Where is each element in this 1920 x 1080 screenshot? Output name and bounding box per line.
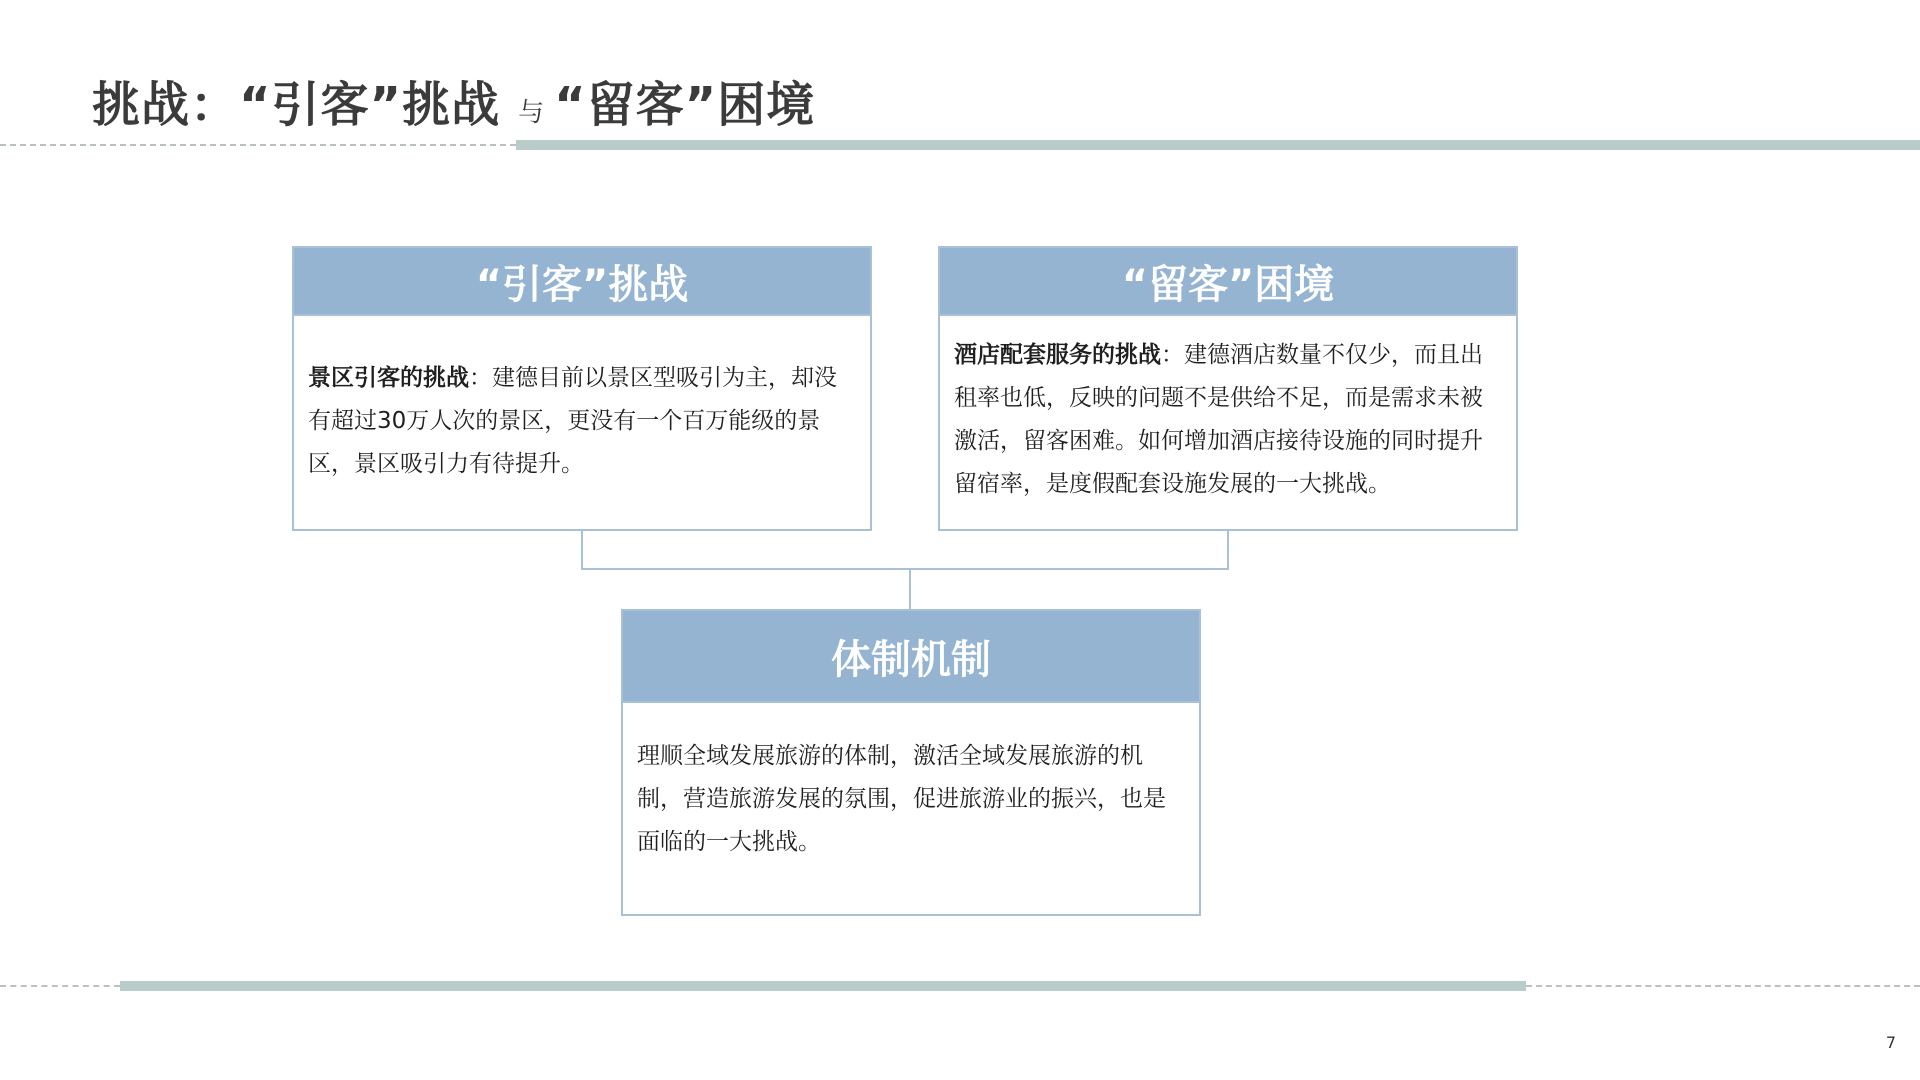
retain-visitors-lead: 酒店配套服务的挑战: [954, 342, 1161, 368]
footer-divider-dashed-right: [1526, 985, 1920, 987]
footer-divider-solid: [120, 981, 1526, 991]
institution-mechanism-header: 体制机制: [623, 611, 1199, 703]
retain-visitors-header: “留客”困境: [940, 248, 1516, 316]
attract-visitors-box: [292, 246, 872, 531]
attract-visitors-header: “引客”挑战: [294, 248, 870, 316]
title-end: “留客”困境: [554, 77, 816, 133]
institution-mechanism-body: [623, 703, 1199, 864]
retain-visitors-text: ：建德酒店数量不仅少，而且出租率也低，反映的问题不是供给不足，而是需求未被激活，留客困难。如何增加酒店接待设施的同时提升留宿率，是度假配套设施发展的一大挑战。: [954, 342, 1483, 497]
slide-title: [92, 66, 815, 146]
attract-visitors-lead: 景区引客的挑战: [308, 365, 469, 391]
retain-visitors-body: [940, 316, 1516, 506]
connector-left-down: [581, 531, 583, 570]
attract-visitors-body: [294, 316, 870, 486]
institution-mechanism-box: [621, 609, 1201, 916]
attract-visitors-text: ：建德目前以景区型吸引为主，却没有超过30万人次的景区，更没有一个百万能级的景区，景区吸引力有待提升。: [308, 365, 837, 477]
title-divider-dashed: [0, 144, 516, 146]
institution-mechanism-text: 理顺全域发展旅游的体制，激活全域发展旅游的机制，营造旅游发展的氛围，促进旅游业的振兴，也是面临的一大挑战。: [637, 743, 1166, 855]
connector-right-down: [1227, 531, 1229, 570]
title-connector: 与: [518, 98, 545, 128]
page-number: 7: [1885, 1033, 1896, 1052]
title-main: 挑战：“引客”挑战: [92, 77, 501, 133]
footer-divider-dashed-left: [0, 985, 120, 987]
connector-horizontal: [581, 568, 1229, 570]
retain-visitors-box: [938, 246, 1518, 531]
title-divider-solid: [516, 140, 1920, 150]
connector-center-down: [909, 568, 911, 609]
